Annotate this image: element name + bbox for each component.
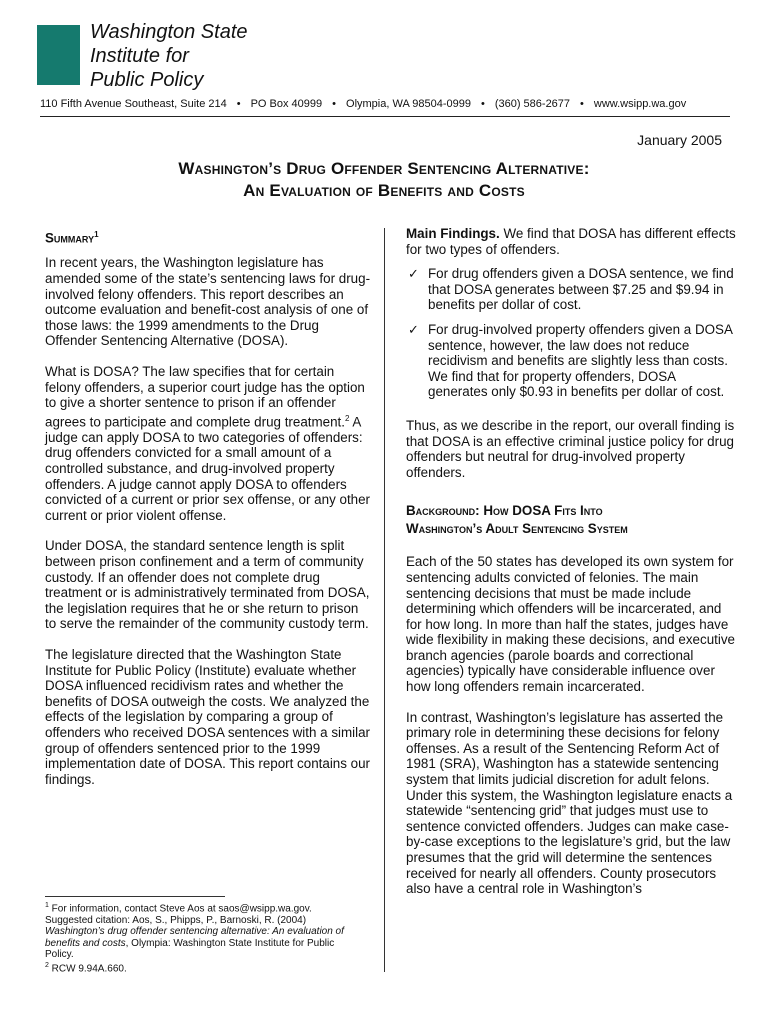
summary-paragraph-2	[45, 364, 373, 523]
institute-name-line3: Public Policy	[90, 69, 204, 91]
right-column	[406, 226, 736, 912]
bullet-separator: •	[236, 98, 241, 110]
institute-logo-block	[37, 25, 80, 85]
summary-paragraph-2-part-b: A judge can apply DOSA to two categories of offenders: drug offenders convicted for a small amount of a controlled substance, and drug-involved property offenders. A judge cannot apply DOSA to offenders convicted of a current or prior sex offense, or any other current or prior violent offense.	[45, 414, 371, 523]
address-city: Olympia, WA 98504-0999	[346, 98, 471, 110]
summary-paragraph-3: Under DOSA, the standard sentence length is split between prison confinement and a term of community custody. If an offender does not complete drug treatment or is administratively terminated from DOSA, the legislation requires that he or she return to prison to serve the remainder of the community custody term.	[45, 538, 370, 632]
header-rule	[40, 116, 730, 117]
footnote-rule	[45, 896, 225, 897]
findings-list	[406, 266, 736, 400]
footnote-1-citation	[45, 915, 365, 961]
footnote-1	[45, 900, 365, 915]
report-title-line2: An Evaluation of Benefits and Costs	[243, 181, 525, 200]
citation-authors: Suggested citation: Aos, S., Phipps, P., Barnoski, R. (2004)	[45, 914, 307, 926]
summary-paragraph-4: The legislature directed that the Washington State Institute for Public Policy (Institute) evaluate whether DOSA influenced recidivism rates and whether the benefits of DOSA outweigh the costs. We analyzed the effects of the legislation by comparing a group of offenders who received DOSA sentences with a similar group of offenders sentenced prior to the 1999 implementation date of DOSA. This report contains our findings.	[45, 647, 371, 787]
publication-date: January 2005	[637, 132, 722, 148]
address-line	[40, 98, 740, 111]
institute-name-line1: Washington State	[90, 21, 248, 43]
main-findings-lead: Main Findings.	[406, 226, 500, 241]
report-title-line1: Washington’s Drug Offender Sentencing Alternative:	[178, 159, 590, 178]
main-findings-intro-text: We find that DOSA has different effects for two types of offenders.	[406, 226, 736, 257]
bullet-separator: •	[580, 98, 584, 110]
summary-heading	[45, 226, 373, 246]
checkmark-icon: ✓	[408, 266, 419, 282]
footnote-1-contact: For information, contact Steve Aos at saos@wsipp.wa.gov.	[48, 903, 312, 915]
finding-item-property-offenders	[406, 322, 736, 400]
footnote-1-mark: 1	[45, 902, 49, 909]
address-street: 110 Fifth Avenue Southeast, Suite 214	[40, 98, 227, 110]
footnote-2	[45, 960, 365, 975]
left-column	[45, 226, 373, 802]
report-title	[0, 158, 768, 202]
bullet-separator: •	[480, 98, 485, 110]
findings-conclusion: Thus, as we describe in the report, our overall finding is that DOSA is an effective criminal justice policy for drug offenders but neutral for drug-involved property offenders.	[406, 417, 735, 480]
background-paragraph-2: In contrast, Washington’s legislature has asserted the primary role in determining these decisions for felony offenses. As a result of the Sentencing Reform Act of 1981 (SRA), Washington has a statewide sentencing system that limits judicial discretion for adult felons. Under this system, the Washington legislature enacts a statewide “sentencing grid” that judges must use to sentence convicted offenders. Judges can make case-by-case exceptions to the legislature’s grid, but the law presumes that the grid will determine the sentences received for nearly all offenders. County prosecutors also have a central role in Washington’s	[406, 709, 733, 897]
footnote-2-text: RCW 9.94A.660.	[48, 963, 127, 975]
citation-title: Washington’s drug offender sentencing alternative: An evaluation of benefits and costs	[45, 926, 344, 949]
summary-heading-text: Summary	[45, 230, 95, 246]
finding-item-drug-offenders	[406, 266, 736, 313]
background-heading-line2: Washington’s Adult Sentencing System	[406, 521, 628, 537]
summary-paragraph-2-part-a: What is DOSA? The law specifies that for certain felony offenders, a superior court judge has the option to give a shorter sentence to prison if an offender agrees to participate and complete drug treatment.	[45, 364, 365, 430]
bullet-separator: •	[332, 98, 337, 110]
footnote-ref-1: 1	[94, 230, 99, 239]
citation-publisher: , Olympia: Washington State Institute for Public Policy.	[45, 937, 335, 960]
address-website: www.wsipp.wa.gov	[593, 98, 687, 110]
institute-name-line2: Institute for	[90, 45, 189, 67]
finding-item-text: For drug-involved property offenders given a DOSA sentence, however, the law does not reduce recidivism and benefits are slightly less than costs. We find that for property offenders, DOSA generates only $0.93 in benefits per dollar of cost.	[428, 321, 733, 400]
background-paragraph-1: Each of the 50 states has developed its own system for sentencing adults convicted of felonies. The main sentencing decisions that must be made include determining which offenders will be incarcerated, and for how long. In more than half the states, judges have wide flexibility in making these decisions, and executive branch agencies (parole boards and correctional agencies) typically have considerable influence over how long offenders remain incarcerated.	[406, 554, 735, 695]
main-findings-intro	[406, 226, 736, 257]
address-phone: (360) 586-2677	[494, 98, 571, 110]
column-divider	[384, 228, 385, 972]
institute-name	[90, 20, 248, 92]
footnote-2-mark: 2	[45, 962, 49, 970]
summary-paragraph-1: In recent years, the Washington legislature has amended some of the state’s sentencing laws for drug-involved felony offenders. This report describes an outcome evaluation and benefit-cost analysis of one of those laws: the 1999 amendments to the Drug Offender Sentencing Alternative (DOSA).	[45, 255, 371, 349]
background-heading-line1: Background: How DOSA Fits Into	[406, 503, 603, 519]
footnote-ref-2: 2	[344, 413, 350, 423]
address-po-box: PO Box 40999	[250, 98, 323, 110]
background-heading	[406, 502, 736, 538]
footnotes	[45, 900, 365, 975]
checkmark-icon: ✓	[408, 321, 419, 337]
finding-item-text: For drug offenders given a DOSA sentence, we find that DOSA generates between $7.25 and $9.94 in benefits per dollar of cost.	[428, 266, 734, 313]
